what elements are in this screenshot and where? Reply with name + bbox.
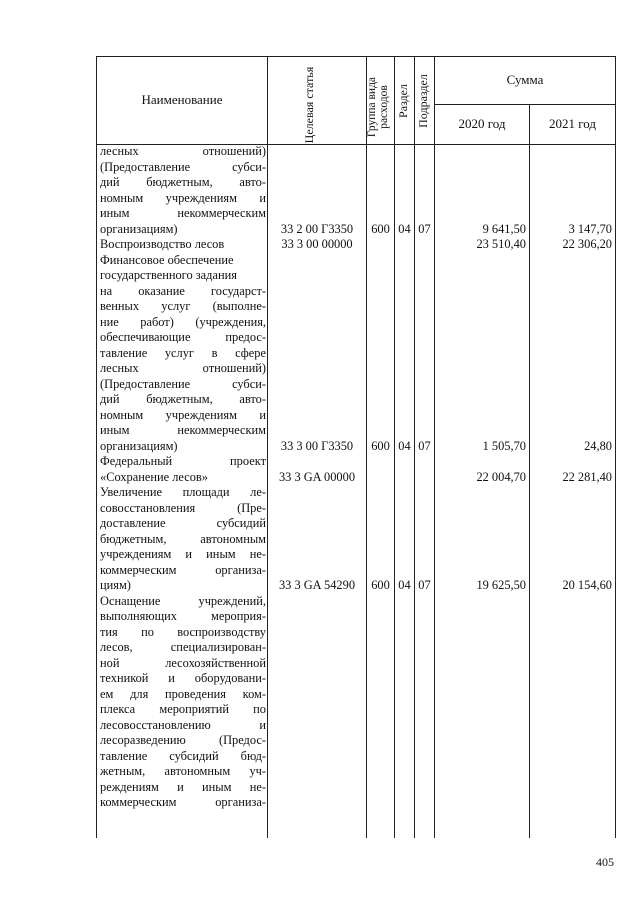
sum-header-divider: [434, 104, 616, 105]
sum-2021-cell: 22 281,40: [562, 469, 612, 484]
name-line: лесовосстановлению и: [100, 717, 266, 732]
name-line: лесов, специализирован-: [100, 640, 266, 654]
name-line: тавление услуг в сфере: [100, 345, 266, 360]
name-line: Увеличение площади ле-: [100, 485, 266, 499]
name-line: на оказание государст-: [100, 283, 266, 298]
name-line: номным учреждениям и: [100, 407, 266, 422]
header-expense-type-group: Группа вида расходов: [366, 76, 390, 138]
name-line: реждениям и иным не-: [100, 779, 266, 794]
sum-2021-cell: 22 306,20: [562, 237, 612, 251]
name-line: Оснащение учреждений,: [100, 593, 266, 608]
sum-2021-cell: 24,80: [584, 438, 612, 453]
name-line: обеспечивающие предос-: [100, 330, 266, 344]
name-line: ем для проведения ком-: [100, 686, 266, 701]
name-line: техникой и оборудовани-: [100, 671, 266, 685]
name-line: организациям): [100, 221, 178, 236]
name-line: дий бюджетным, авто-: [100, 392, 266, 406]
sum-2021-cell: 20 154,60: [562, 578, 612, 592]
expense-group-cell: 600: [371, 438, 390, 453]
section-cell: 04: [398, 221, 411, 236]
name-line: организациям): [100, 438, 178, 453]
name-line: коммерческим организа-: [100, 562, 266, 577]
name-line: иным некоммерческим: [100, 206, 266, 220]
name-line: лесоразведению (Предос-: [100, 733, 266, 747]
name-line: «Сохранение лесов»: [100, 469, 208, 484]
section-cell: 04: [398, 438, 411, 453]
name-line: номным учреждениям и: [100, 190, 266, 205]
name-line: дий бюджетным, авто-: [100, 175, 266, 189]
name-column: [100, 144, 266, 811]
name-line: венных услуг (выполне-: [100, 299, 266, 313]
budget-table: [96, 56, 616, 838]
section-cell: 04: [398, 578, 411, 592]
name-line: ной лесохозяйственной: [100, 655, 266, 670]
table-top-border: [96, 56, 616, 57]
name-line: иным некоммерческим: [100, 423, 266, 437]
sum-2020-cell: 1 505,70: [482, 438, 526, 453]
sum-2020-cell: 23 510,40: [476, 237, 526, 251]
header-year-2020: 2020 год: [458, 116, 506, 131]
sum-2020-cell: 9 641,50: [482, 221, 526, 236]
sum-2021-cell: 3 147,70: [568, 221, 612, 236]
name-line: учреждениям и иным не-: [100, 547, 266, 561]
name-line: тавление субсидий бюд-: [100, 748, 266, 763]
page-number: 405: [596, 855, 614, 869]
header-section: Раздел: [396, 84, 410, 118]
name-line: доставление субсидий: [100, 516, 266, 530]
name-line: тия по воспроизводству: [100, 624, 266, 639]
name-line: Федеральный проект: [100, 454, 266, 468]
name-line: лесных отношений): [100, 144, 266, 158]
name-line: совосстановления (Пре-: [100, 500, 266, 515]
name-line: лесных отношений): [100, 361, 266, 375]
subsection-cell: 07: [418, 438, 431, 453]
subsection-cell: 07: [418, 578, 431, 592]
name-line: бюджетным, автономным: [100, 531, 266, 546]
expense-group-cell: 600: [371, 221, 390, 236]
sum-2020-cell: 22 004,70: [476, 469, 526, 484]
table-right-border: [615, 56, 616, 838]
name-line: Финансовое обеспечение: [100, 252, 234, 267]
expense-group-cell: 600: [371, 578, 390, 592]
header-subsection: Подраздел: [416, 74, 430, 128]
target-article-cell: 33 3 00 00000: [281, 237, 353, 251]
name-line: жетным, автономным уч-: [100, 764, 266, 778]
subsection-cell: 07: [418, 221, 431, 236]
header-target-article: Целевая статья: [302, 66, 316, 144]
name-line: выполняющих мероприя-: [100, 609, 266, 623]
header-name: Наименование: [141, 92, 223, 107]
target-article-cell: 33 2 00 Г3350: [280, 221, 354, 236]
name-line: ние работ) (учреждения,: [100, 314, 266, 329]
name-line: (Предоставление субси-: [100, 159, 266, 174]
target-article-cell: 33 3 GA 54290: [278, 578, 356, 592]
name-line: плекса мероприятий по: [100, 702, 266, 716]
col-divider-name: [267, 56, 268, 838]
name-line: Воспроизводство лесов: [100, 237, 225, 251]
header-sum: Сумма: [506, 72, 544, 87]
header-year-2021: 2021 год: [549, 116, 596, 131]
table-left-border: [96, 56, 97, 838]
name-line: коммерческим организа-: [100, 795, 266, 809]
target-article-cell: 33 3 GA 00000: [278, 469, 356, 484]
name-line: (Предоставление субси-: [100, 376, 266, 391]
name-line: циям): [100, 578, 131, 592]
target-article-cell: 33 3 00 Г3350: [280, 438, 354, 453]
sum-2020-cell: 19 625,50: [476, 578, 526, 592]
name-line: государственного задания: [100, 268, 237, 282]
